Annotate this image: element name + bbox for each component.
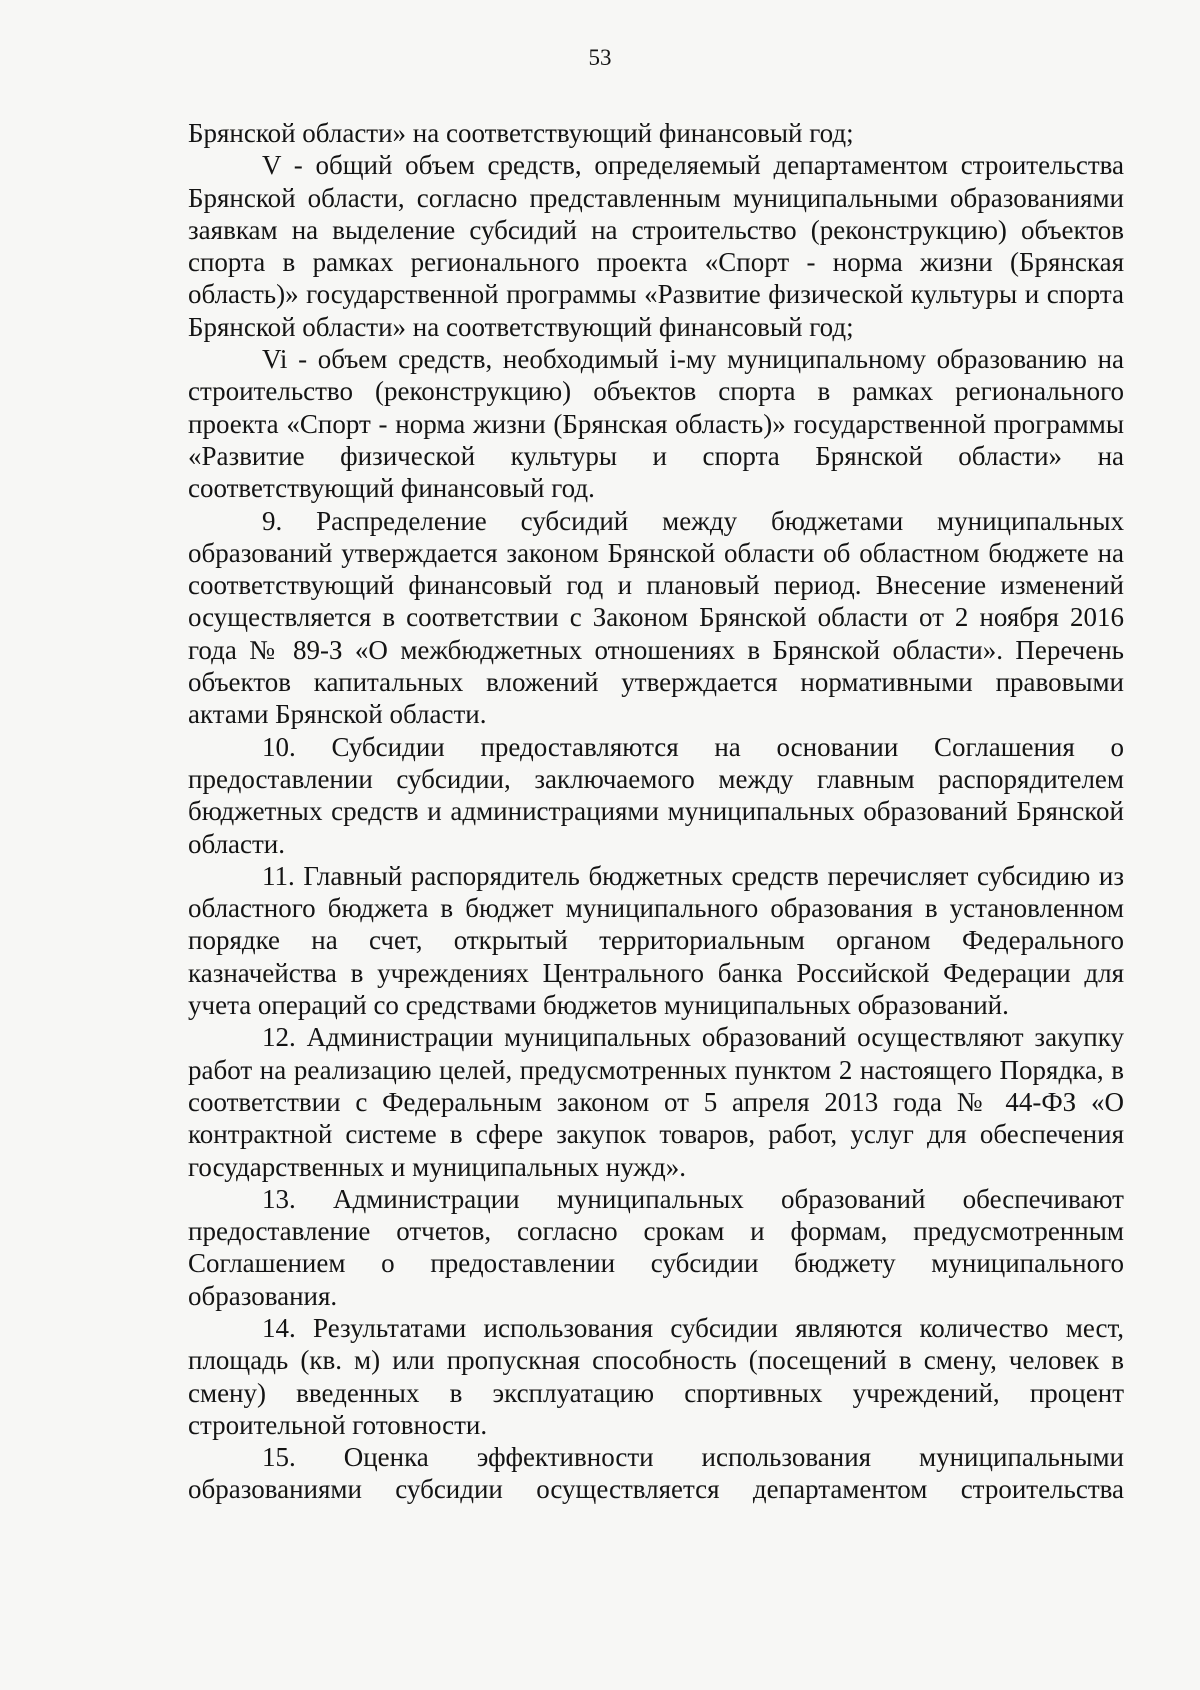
page-number: 53 <box>588 45 612 70</box>
document-body <box>188 117 1124 1506</box>
paragraph-item-12: 12. Администрации муниципальных образований осуществляют закупку работ на реализацию целей, предусмотренных пунктом 2 настоящего Порядка, в соответствии с Федеральным законом от 5 апреля 2013 года № 44-ФЗ «О контрактной системе в сфере закупок товаров, работ, услуг для обеспечения государственных и муниципальных нужд». <box>188 1022 1124 1182</box>
paragraph-v-definition: V - общий объем средств, определяемый департаментом строительства Брянской области, согласно представленным муниципальными образованиями заявкам на выделение субсидий на строительство (реконструкцию) объектов спорта в рамках регионального проекта «Спорт - норма жизни (Брянская область)» государственной программы «Развитие физической культуры и спорта Брянской области» на соответствующий финансовый год; <box>188 150 1124 342</box>
paragraph-continuation: Брянской области» на соответствующий финансовый год; <box>188 118 854 148</box>
paragraph-item-14: 14. Результатами использования субсидии являются количество мест, площадь (кв. м) или пропускная способность (посещений в смену, человек в смену) введенных в эксплуатацию спортивных учреждений, процент строительной готовности. <box>188 1312 1124 1440</box>
paragraph-item-9: 9. Распределение субсидий между бюджетами муниципальных образований утверждается законом Брянской области об областном бюджете на соответствующий финансовый год и плановый период. Внесение изменений осуществляется в соответствии с Законом Брянской области от 2 ноября 2016 года № 89-З «О межбюджетных отношениях в Брянской области». Перечень объектов капитальных вложений утверждается нормативными правовыми актами Брянской области. <box>188 505 1124 730</box>
paragraph-item-11: 11. Главный распорядитель бюджетных средств перечисляет субсидию из областного бюджета в бюджет муниципального образования в установленном порядке на счет, открытый территориальным органом Федерального казначейства в учреждениях Центрального банка Российской Федерации для учета операций со средствами бюджетов муниципальных образований. <box>188 860 1124 1021</box>
paragraph-vi-definition: Vi - объем средств, необходимый i-му муниципальному образованию на строительство (реконструкцию) объектов спорта в рамках регионального проекта «Спорт - норма жизни (Брянская область)» государственной программы «Развитие физической культуры и спорта Брянской области» на соответствующий финансовый год. <box>188 344 1124 504</box>
paragraph-item-10: 10. Субсидии предоставляются на основании Соглашения о предоставлении субсидии, заключаемого между главным распорядителем бюджетных средств и администрациями муниципальных образований Брянской области. <box>188 731 1124 859</box>
paragraph-item-15: 15. Оценка эффективности использования муниципальными образованиями субсидии осуществляется департаментом строительства <box>188 1442 1124 1505</box>
paragraph-item-13: 13. Администрации муниципальных образований обеспечивают предоставление отчетов, согласно срокам и формам, предусмотренным Соглашением о предоставлении субсидии бюджету муниципального образования. <box>188 1183 1124 1311</box>
